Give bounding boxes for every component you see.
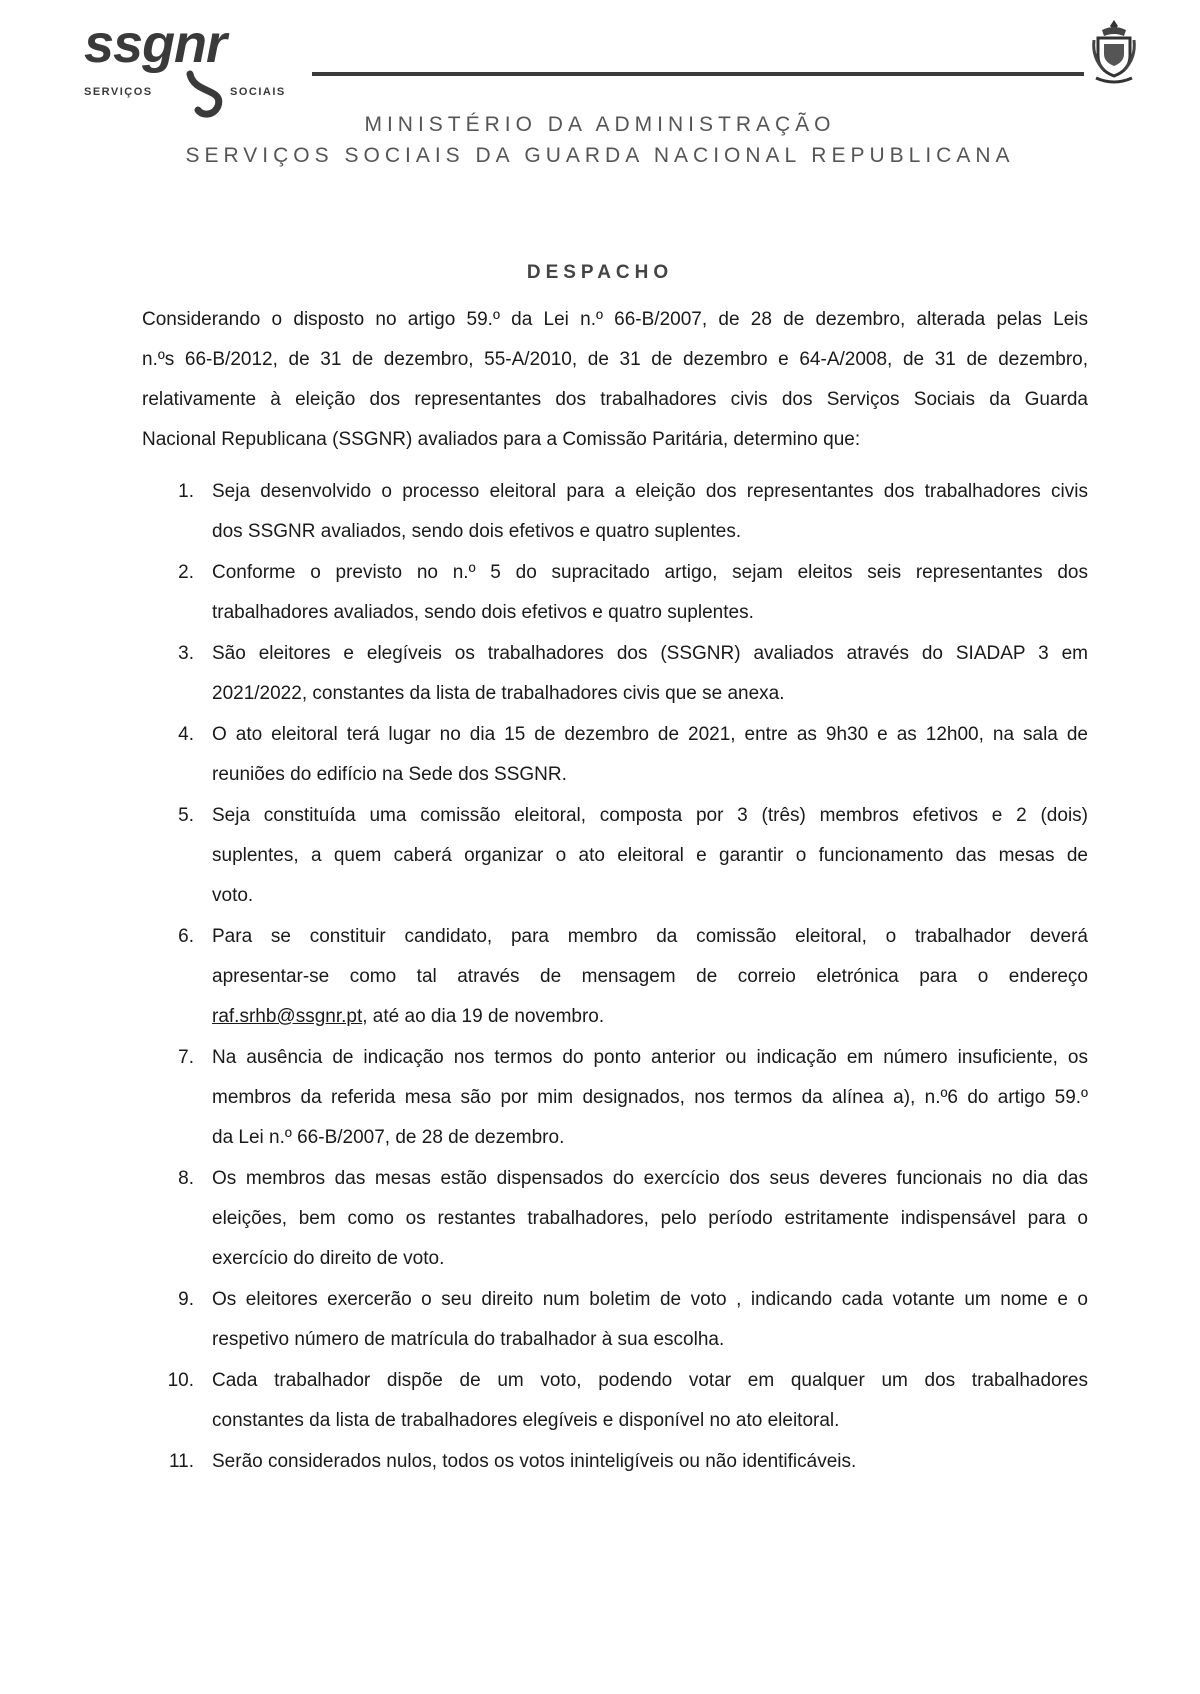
item-line-tail: , até ao dia 19 de novembro.	[362, 1006, 605, 1027]
item-line: Os eleitores exercerão o seu direito num boletim de voto , indicando cada votante um nome e o	[212, 1289, 1088, 1310]
list-item	[142, 917, 1088, 1037]
item-number: 6.	[178, 926, 194, 947]
intro-line: Nacional Republicana (SSGNR) avaliados para a Comissão Paritária, determino que:	[142, 429, 861, 450]
list-item	[142, 1159, 1088, 1279]
determination-list	[142, 472, 1088, 1483]
item-number: 2.	[178, 562, 194, 583]
ssgnr-logo	[82, 14, 322, 102]
item-line: Os membros das mesas estão dispensados do exercício dos seus deveres funcionais no dia das	[212, 1168, 1088, 1189]
email-link[interactable]: raf.srhb@ssgnr.pt	[212, 1006, 363, 1027]
agency-heading: SERVIÇOS SOCIAIS DA GUARDA NACIONAL REPUBLICANA	[185, 144, 1015, 167]
list-item	[142, 1442, 1088, 1482]
item-number: 3.	[178, 643, 194, 664]
item-line: da Lei n.º 66-B/2007, de 28 de dezembro.	[212, 1127, 565, 1148]
item-line: suplentes, a quem caberá organizar o ato eleitoral e garantir o funcionamento das mesas de	[212, 845, 1088, 866]
list-item	[142, 1361, 1088, 1441]
item-line: eleições, bem como os restantes trabalhadores, pelo período estritamente indispensável para o	[212, 1208, 1088, 1229]
logo-sub-right: SOCIAIS	[230, 86, 286, 98]
item-number: 7.	[178, 1047, 194, 1068]
list-item	[142, 472, 1088, 552]
intro-line: relativamente à eleição dos representantes dos trabalhadores civis dos Serviços Sociais da Guarda	[142, 389, 1088, 410]
item-number: 11.	[168, 1451, 194, 1472]
item-line: Conforme o previsto no n.º 5 do supracitado artigo, sejam eleitos seis representantes dos	[212, 562, 1088, 583]
item-line: Seja desenvolvido o processo eleitoral para a eleição dos representantes dos trabalhadores civis	[212, 481, 1088, 502]
document-title: DESPACHO	[526, 262, 674, 283]
item-line: membros da referida mesa são por mim designados, nos termos da alínea a), n.º6 do artigo 59.º	[212, 1087, 1088, 1108]
item-number: 8.	[178, 1168, 194, 1189]
item-line: Cada trabalhador dispõe de um voto, podendo votar em qualquer um dos trabalhadores	[212, 1370, 1088, 1391]
item-line: trabalhadores avaliados, sendo dois efetivos e quatro suplentes.	[212, 602, 754, 623]
header-divider	[312, 72, 1084, 76]
item-line: 2021/2022, constantes da lista de trabalhadores civis que se anexa.	[212, 683, 785, 704]
intro-line: n.ºs 66-B/2012, de 31 de dezembro, 55-A/2010, de 31 de dezembro e 64-A/2008, de 31 de dezembro,	[142, 349, 1088, 370]
list-item	[142, 634, 1088, 714]
item-line: apresentar-se como tal através de mensagem de correio eletrónica para o endereço	[212, 966, 1088, 987]
intro-line: Considerando o disposto no artigo 59.º da Lei n.º 66-B/2007, de 28 de dezembro, alterada pelas Leis	[142, 309, 1088, 330]
item-line: constantes da lista de trabalhadores elegíveis e disponível no ato eleitoral.	[212, 1410, 840, 1431]
item-line: Para se constituir candidato, para membro da comissão eleitoral, o trabalhador deverá	[212, 926, 1088, 947]
item-line: dos SSGNR avaliados, sendo dois efetivos e quatro suplentes.	[212, 521, 742, 542]
item-line: O ato eleitoral terá lugar no dia 15 de dezembro de 2021, entre as 9h30 e as 12h00, na sala de	[212, 724, 1088, 745]
item-line: reuniões do edifício na Sede dos SSGNR.	[212, 764, 567, 785]
item-line: São eleitores e elegíveis os trabalhadores dos (SSGNR) avaliados através do SIADAP 3 em	[212, 643, 1088, 664]
item-line: Serão considerados nulos, todos os votos ininteligíveis ou não identificáveis.	[212, 1451, 857, 1472]
list-item	[142, 1280, 1088, 1360]
ministry-heading: MINISTÉRIO DA ADMINISTRAÇÃO	[364, 113, 836, 136]
item-number: 10.	[167, 1370, 194, 1391]
intro-paragraph	[142, 300, 1088, 460]
item-line: Na ausência de indicação nos termos do ponto anterior ou indicação em número insuficiente, os	[212, 1047, 1088, 1068]
logo-sub-left: SERVIÇOS	[84, 86, 153, 98]
logo-wordmark: ssgnr	[84, 14, 227, 74]
list-item	[142, 553, 1088, 633]
item-line: voto.	[212, 885, 254, 906]
item-number: 4.	[178, 724, 194, 745]
item-line	[212, 997, 1088, 1037]
list-item	[142, 1038, 1088, 1158]
item-line: Seja constituída uma comissão eleitoral, composta por 3 (três) membros efetivos e 2 (dois)	[212, 805, 1088, 826]
item-line: exercício do direito de voto.	[212, 1248, 445, 1269]
item-number: 5.	[178, 805, 194, 826]
list-item	[142, 715, 1088, 795]
coat-of-arms-icon	[1090, 18, 1138, 84]
item-line: respetivo número de matrícula do trabalhador à sua escolha.	[212, 1329, 725, 1350]
item-number: 1.	[178, 481, 194, 502]
item-number: 9.	[178, 1289, 194, 1310]
list-item	[142, 796, 1088, 916]
